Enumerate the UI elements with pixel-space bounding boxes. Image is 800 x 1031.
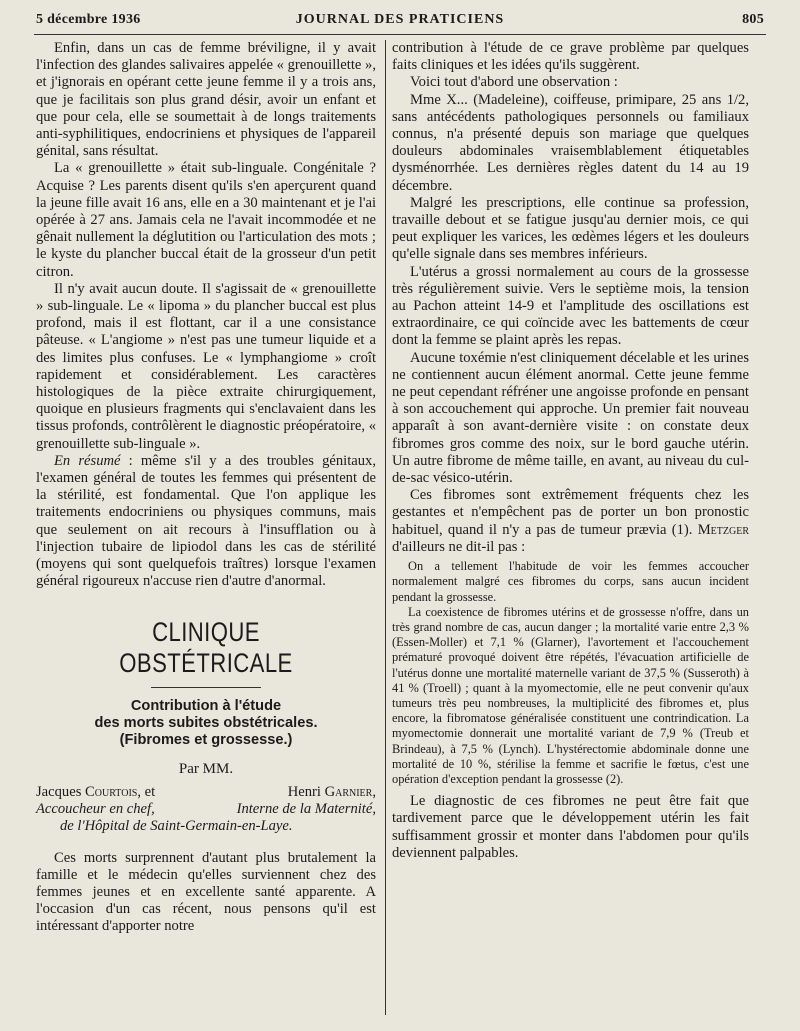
paragraph — [392, 487, 749, 556]
paragraph: contribution à l'étude de ce grave problème par quelques faits cliniques et les idées qu'ils suggèrent. — [392, 40, 749, 74]
paragraph-text: d'ailleurs ne dit-il pas : — [392, 538, 526, 555]
author-2-last-name: Garnier — [324, 783, 373, 800]
affiliation-1: Accoucheur en chef, — [36, 800, 155, 817]
byline: Par MM. — [178, 760, 234, 777]
article-title-line-1: Contribution à l'étude — [130, 697, 282, 714]
header-journal-title: JOURNAL DES PRATICIENS — [295, 12, 505, 27]
author-1 — [36, 784, 155, 801]
paragraph: Enfin, dans un cas de femme bréviligne, il y avait l'infection des glandes salivaires appelée « grenouillette », et j'ignorais en opérant cette jeune femme il y a trois ans, que je facilitais son plus grand désir, avoir un enfant et que pour cela, elle se soumettait à de longs traitements anti-syphilitiques, endocriniens et physiques de l'appareil génital, sans résultat. — [36, 40, 376, 160]
header-page-number: 805 — [742, 12, 764, 27]
article-title-line-3: (Fibromes et grossesse.) — [119, 731, 293, 748]
paragraph: La « grenouillette » était sub-linguale. Congénitale ? Acquise ? Les parents disent qu'ils s'en aperçurent quand la jeune fille avait 16 ans, elle en a 30 maintenant et je l'ai opérée à 27 ans. Jamais cela ne l'avait incommodée et ne gênait nullement la déglutition ou l'articulation des mots ; le kyste du plancher buccal était de la grosseur d'un petit citron. — [36, 160, 376, 280]
article-intro: Ces morts surprennent d'autant plus brutalement la famille et le médecin qu'elles surviennent chez des femmes jeunes et en excellente santé apparente. A l'occasion d'un cas récent, nous pensons qu'il est intéressant d'apporter notre — [36, 849, 376, 935]
affiliation-2: Interne de la Maternité, — [236, 800, 376, 817]
column-divider — [385, 40, 386, 1015]
header-rule — [34, 34, 766, 35]
resume-label: En résumé — [54, 452, 121, 469]
paragraph: Aucune toxémie n'est cliniquement décelable et les urines ne contiennent aucun élément anormal. Cette jeune femme ne peut cependant réfréner une angoisse profonde en pensant à son accouchement qui approche. Un premier fait nouveau apparaît à son avant-dernière visite : on constate deux fibromes gros comme des noix, sur le bord gauche utérin. Un autre fibrome de même taille, en avant, au niveau du cul-de-sac vésico-utérin. — [392, 349, 749, 487]
paragraph: Il n'y avait aucun doute. Il s'agissait de « grenouillette » sub-linguale. Le « lipoma » du plancher buccal est plus profond, mais il est flottant, car il a une consistance pâteuse. « L'angiome » n'est pas une tumeur liquide et a des limites plus confuses. Le « lymphangiome » croît rapidement et considérablement. Les caractères histologiques de la pièce extraite chirurgiquement, quoique en plusieurs fragments qui s'enclavaient dans les tissus profonds, contrôlèrent le diagnostic préopératoire, « grenouillette sub-linguale ». — [36, 280, 376, 452]
running-header — [36, 12, 764, 34]
title-rule — [151, 687, 261, 688]
paragraph: L'utérus a grossi normalement au cours de la grossesse très régulièrement suivie. Vers le septième mois, la tension au Pachon atteint 14-9 et l'amplitude des oscillations est extraordinaire, ce qui coïncide avec les battements de cœur dont la femme se plaint après les repas. — [392, 263, 749, 349]
author-2-first-name: Henri — [287, 783, 325, 800]
resume-paragraph — [36, 453, 376, 591]
cited-author: Metzger — [697, 521, 749, 538]
paragraph: Le diagnostic de ces fibromes ne peut être fait que tardivement parce que le développement utérin les fait suffisamment grossir et monter dans l'abdomen pour qu'ils deviennent palpables. — [392, 793, 749, 861]
paragraph-text: Ces fibromes sont extrêmement fréquents chez les gestantes et n'empêchent pas de porter un bon pronostic habituel, quand il n'y a pas de tumeur prævia (1). — [392, 487, 749, 538]
affiliation-3: de l'Hôpital de Saint-Germain-en-Laye. — [60, 817, 293, 834]
header-date: 5 décembre 1936 — [36, 12, 141, 27]
section-title: CLINIQUE OBSTÉTRICALE — [119, 616, 293, 678]
paragraph: Voici tout d'abord une observation : — [410, 74, 618, 91]
author-separator: , et — [137, 783, 156, 800]
paragraph: Malgré les prescriptions, elle continue sa profession, travaille debout et se fatigue jusqu'au dernier mois, ce qui peut expliquer les varices, les œdèmes légers et les douleurs qu'elle signale dans ses membres inférieurs. — [392, 194, 749, 263]
authors-block — [36, 784, 376, 840]
quotation-paragraph: On a tellement l'habitude de voir les femmes accoucher normalement malgré ces fibromes du corps, sans aucun incident pendant la grossesse. — [392, 559, 749, 604]
resume-text: : même s'il y a des troubles génitaux, l'examen général de toutes les femmes qui présentent de la stérilité, est fondamental. Que l'on applique les traitements endocriniens ou physiques communs, mais que seulement on ait recours à l'insufflation ou à l'injection tubaire de lipiodol dans les cas de stérilité (moyens qui sont quelquefois traîtres) lorsque l'examen général rigoureux n'accuse rien d'autre d'anormal. — [36, 452, 376, 590]
author-2: Henri Garnier, — [287, 783, 376, 800]
article-title-line-2: des morts subites obstétricales. — [94, 714, 318, 731]
right-column — [392, 40, 749, 862]
left-column — [36, 40, 376, 936]
quotation-block — [392, 559, 749, 787]
quotation-paragraph: La coexistence de fibromes utérins et de grossesse n'offre, dans un très grand nombre de cas, aucun danger ; la mortalité varie entre 2,3 % (Essen-Moller) et 7,1 % (Glarner), l'avortement et l'accouchement prématuré provoqué doivent être répétés, l'évacuation artificielle de l'utérus donne une mortalité maternelle variant de 37,5 % (Susseroth) à 41 % (Troell) ; quant à la myomectomie, elle ne peut convenir qu'aux tumeurs très peu nombreuses, la multiplicité des fibromes et, plus encore, la fibromatose généralisée constituent une contrindication. La myomectomie donnerait une mortalité variant de 7,9 % (Treub et Brindeau), à 7,5 % (Lynch). L'hystérectomie abdominale donne une mortalité de 10 %, stérilise la femme et sacrifie le fœtus, c'est une opération d'exception pendant la grossesse (2). — [392, 604, 749, 786]
author-1-last-name: Courtois — [85, 783, 138, 800]
author-1-first-name: Jacques — [36, 783, 86, 800]
paragraph: Mme X... (Madeleine), coiffeuse, primipare, 25 ans 1/2, sans antécédents pathologiques personnels ou familiaux connus, n'a présenté depuis son mariage que quelques douleurs abdominales vraisemblablement étiquetables dysménorrhée. Les dernières règles datent du 14 au 19 décembre. — [392, 91, 749, 194]
